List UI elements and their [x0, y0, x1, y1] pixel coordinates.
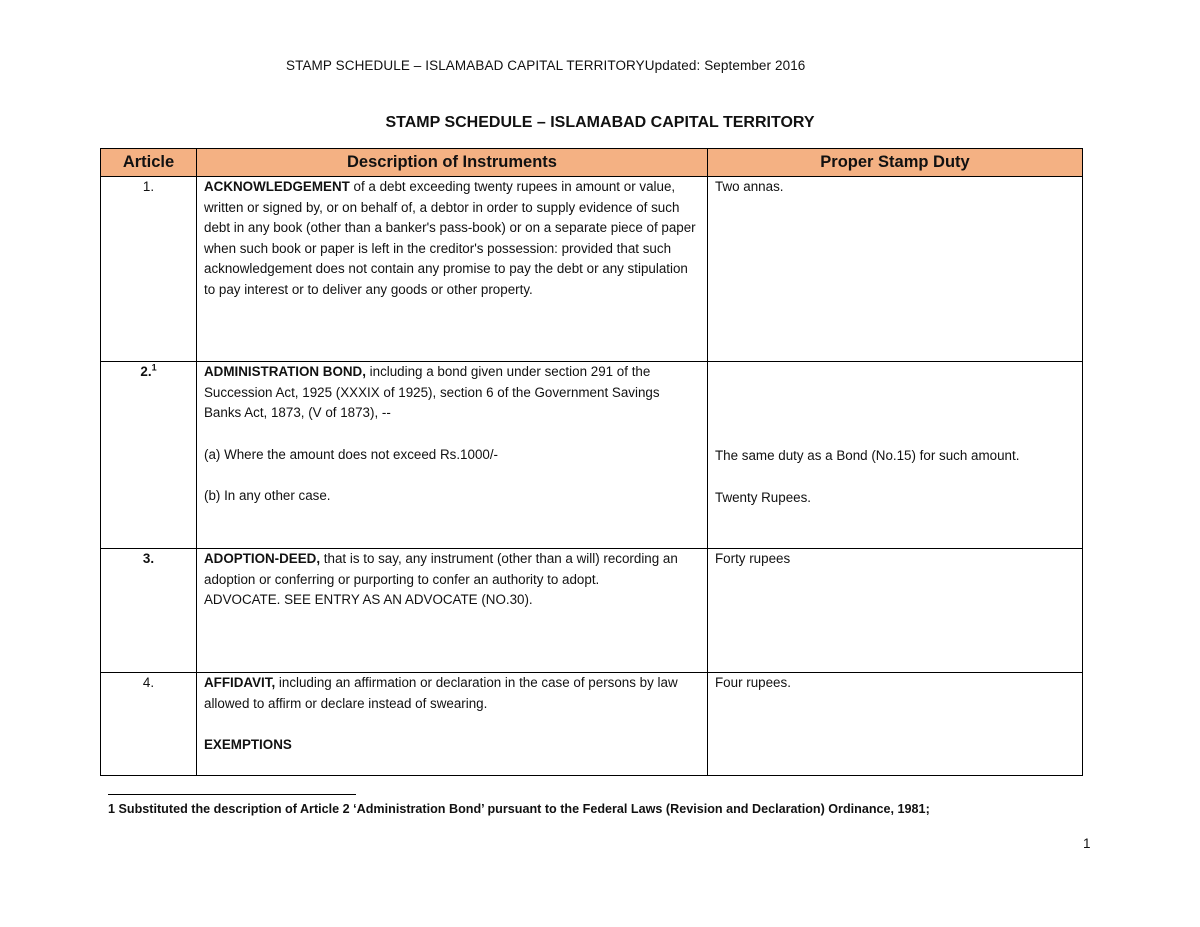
stamp-duty	[708, 362, 1083, 549]
article-number: 1.	[101, 177, 197, 362]
instrument-description	[197, 549, 708, 673]
instrument-description	[197, 673, 708, 776]
instrument-keyword: AFFIDAVIT,	[204, 675, 276, 690]
instrument-keyword: ACKNOWLEDGEMENT	[204, 179, 350, 194]
instrument-text: including an affirmation or declaration in the case of persons by law allowed to affirm or declare instead of swearing.	[204, 675, 678, 711]
table-row	[101, 549, 1083, 673]
stamp-duty: Two annas.	[708, 177, 1083, 362]
cross-reference-note: ADVOCATE. SEE ENTRY AS AN ADVOCATE (NO.30).	[204, 592, 533, 608]
instrument-paragraph	[204, 549, 700, 590]
footnote-separator	[108, 794, 356, 795]
page-title: STAMP SCHEDULE – ISLAMABAD CAPITAL TERRITORY	[385, 114, 815, 131]
instrument-text: that is to say, any instrument (other than a will) recording an adoption or conferring or purporting to confer an authority to adopt.	[204, 551, 678, 587]
stamp-duty: Four rupees.	[708, 673, 1083, 776]
column-header-description: Description of Instruments	[197, 149, 708, 177]
exemptions-heading: EXEMPTIONS	[204, 737, 292, 753]
table-row	[101, 362, 1083, 549]
clause-a: (a) Where the amount does not exceed Rs.1000/-	[204, 446, 499, 462]
column-header-duty: Proper Stamp Duty	[708, 149, 1083, 177]
table-row	[101, 673, 1083, 776]
instrument-paragraph	[204, 362, 700, 424]
footnote: 1 Substituted the description of Article 2 ‘Administration Bond’ pursuant to the Federal Laws (Revision and Declaration) Ordinance, 1981;	[108, 802, 930, 816]
duty-clause-a: The same duty as a Bond (No.15) for such amount.	[715, 448, 1020, 463]
duty-clause-b: Twenty Rupees.	[715, 489, 812, 505]
stamp-duty: Forty rupees	[708, 549, 1083, 673]
instrument-keyword: ADMINISTRATION BOND,	[204, 364, 366, 379]
instrument-text: of a debt exceeding twenty rupees in amount or value, written or signed by, or on behalf of, a debtor in order to supply evidence of such debt in any book (other than a banker's pass-book) or on a separate piece of paper when such book or paper is left in the creditor's possession: provided that such acknowledgement does not contain any promise to pay the debt or any stipulation to pay interest or to deliver any goods or other property.	[204, 179, 696, 297]
article-number-text: 2.	[140, 364, 152, 379]
page-number: 1	[1083, 836, 1091, 851]
table-row	[101, 177, 1083, 362]
table-header-row	[101, 149, 1083, 177]
footnote-reference[interactable]: 1	[151, 362, 157, 373]
article-number: 4.	[101, 673, 197, 776]
clause-b: (b) In any other case.	[204, 488, 331, 504]
column-header-article: Article	[101, 149, 197, 177]
instrument-paragraph	[204, 673, 700, 714]
article-number-text: 3.	[142, 551, 155, 566]
article-number	[101, 362, 197, 549]
article-number	[101, 549, 197, 673]
instrument-text: including a bond given under section 291 of the Succession Act, 1925 (XXXIX of 1925), section 6 of the Government Savings Banks Act, 1873, (V of 1873), --	[204, 364, 660, 421]
instrument-description	[197, 177, 708, 362]
running-header: STAMP SCHEDULE – ISLAMABAD CAPITAL TERRITORYUpdated: September 2016	[286, 58, 806, 73]
instrument-keyword: ADOPTION-DEED,	[204, 551, 321, 566]
stamp-schedule-table	[100, 148, 1083, 776]
instrument-description	[197, 362, 708, 549]
